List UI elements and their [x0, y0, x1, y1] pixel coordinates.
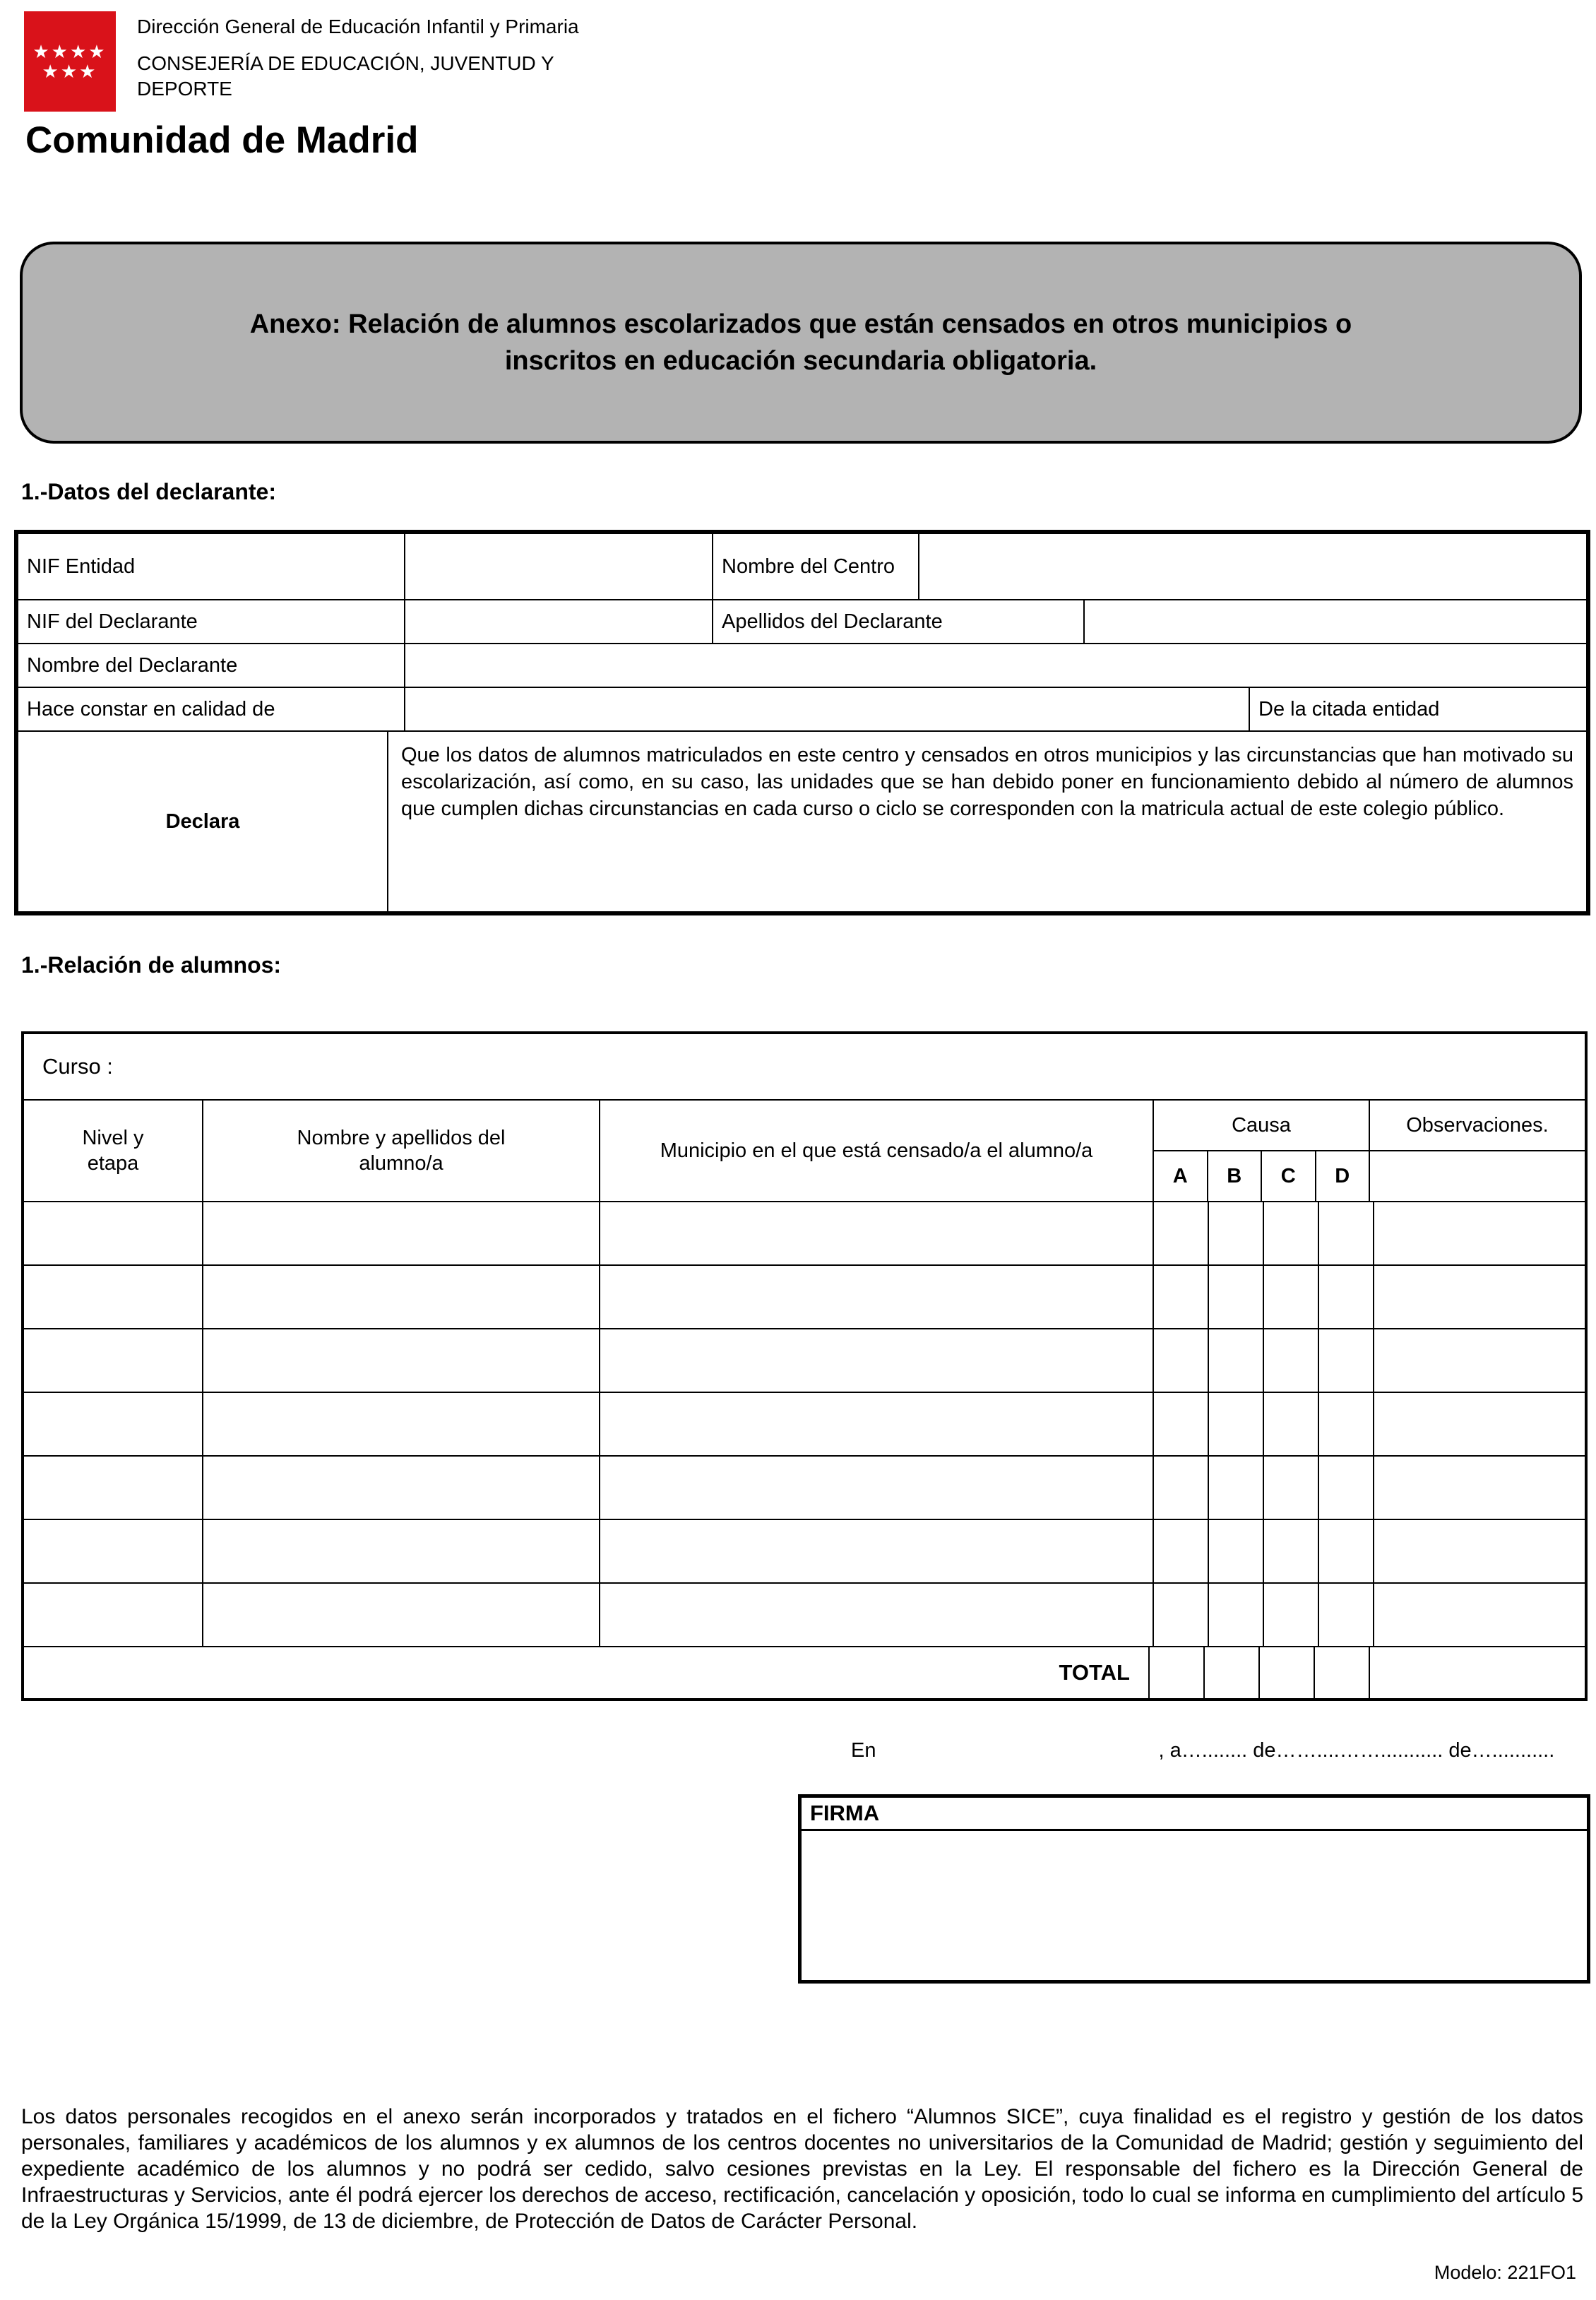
section-declarante-heading: 1.-Datos del declarante:: [21, 479, 276, 504]
causa-a-cell[interactable]: [1154, 1457, 1209, 1519]
causa-b-cell[interactable]: [1209, 1393, 1264, 1455]
col-header-causa: Causa: [1154, 1101, 1369, 1151]
alumno-row: [24, 1329, 1585, 1393]
nif-declarante-label: [18, 600, 405, 643]
nombre-cell[interactable]: [203, 1329, 600, 1392]
brand-title: Comunidad de Madrid: [25, 119, 419, 161]
causa-subheader-row: [1154, 1151, 1369, 1201]
observaciones-cell[interactable]: [1374, 1393, 1585, 1455]
nombre-cell[interactable]: [203, 1266, 600, 1328]
municipio-cell[interactable]: [600, 1393, 1154, 1455]
total-causa-d-cell[interactable]: [1315, 1647, 1370, 1698]
causa-d-cell[interactable]: [1319, 1202, 1374, 1264]
causa-b-cell[interactable]: [1209, 1266, 1264, 1328]
nif-entidad-field[interactable]: [405, 534, 713, 599]
causa-a-cell[interactable]: [1154, 1266, 1209, 1328]
nivel-cell[interactable]: [24, 1584, 203, 1646]
causa-b-cell[interactable]: [1209, 1457, 1264, 1519]
date-en-label: En: [851, 1739, 876, 1762]
signature-area[interactable]: [802, 1831, 1587, 1980]
nombre-cell[interactable]: [203, 1584, 600, 1646]
causa-c-cell[interactable]: [1264, 1202, 1319, 1264]
alumnos-table: [21, 1031, 1588, 1701]
anexo-title-box: [20, 242, 1582, 444]
municipio-cell[interactable]: [600, 1202, 1154, 1264]
total-causa-a-cell[interactable]: [1150, 1647, 1205, 1698]
alumno-row: [24, 1457, 1585, 1520]
declara-label-text: Declara: [165, 810, 240, 833]
row-nif-declarante: [18, 600, 1586, 644]
causa-c-cell[interactable]: [1264, 1329, 1319, 1392]
org-line-direccion: Dirección General de Educación Infantil y Primaria: [137, 16, 579, 37]
causa-b-cell[interactable]: [1209, 1329, 1264, 1392]
causa-c-cell[interactable]: [1264, 1457, 1319, 1519]
nombre-centro-label: [713, 534, 919, 599]
causa-b-cell[interactable]: [1209, 1520, 1264, 1582]
curso-row: [24, 1034, 1585, 1101]
col-header-nombre-text: Nombre y apellidos del alumno/a: [297, 1127, 506, 1175]
apellidos-declarante-label: [713, 600, 1085, 643]
alumno-row: [24, 1393, 1585, 1457]
causa-c-cell[interactable]: [1264, 1520, 1319, 1582]
total-label: TOTAL: [24, 1647, 1150, 1698]
section-alumnos-heading: 1.-Relación de alumnos:: [21, 952, 282, 978]
col-header-observaciones-group: [1370, 1101, 1585, 1201]
anexo-title-text: Anexo: Relación de alumnos escolarizados que están censados en otros municipios o inscritos en educación secundaria obligatoria.: [249, 309, 1352, 376]
alumno-row: [24, 1266, 1585, 1329]
flag-stars-row1: ★★★★: [32, 41, 107, 62]
col-header-observaciones: Observaciones.: [1370, 1101, 1585, 1151]
col-header-causa-group: [1154, 1101, 1370, 1201]
observaciones-cell[interactable]: [1374, 1520, 1585, 1582]
municipio-cell[interactable]: [600, 1520, 1154, 1582]
causa-d-cell[interactable]: [1319, 1520, 1374, 1582]
causa-b-cell[interactable]: [1209, 1202, 1264, 1264]
curso-field[interactable]: [113, 1034, 1585, 1099]
row-hace-constar: [18, 688, 1586, 732]
modelo-code: Modelo: 221FO1: [1434, 2262, 1576, 2283]
firma-label: FIRMA: [802, 1798, 1587, 1831]
col-header-nivel-text: Nivel y etapa: [82, 1127, 144, 1175]
causa-a-cell[interactable]: [1154, 1202, 1209, 1264]
causa-d-cell[interactable]: [1319, 1457, 1374, 1519]
causa-a-cell[interactable]: [1154, 1520, 1209, 1582]
alumno-row: [24, 1202, 1585, 1266]
causa-a-cell[interactable]: [1154, 1329, 1209, 1392]
col-header-nivel: [24, 1101, 203, 1201]
municipio-cell[interactable]: [600, 1266, 1154, 1328]
col-header-municipio: [600, 1101, 1154, 1201]
col-header-causa-a: A: [1154, 1151, 1208, 1201]
causa-c-cell[interactable]: [1264, 1266, 1319, 1328]
municipio-cell[interactable]: [600, 1329, 1154, 1392]
hace-constar-label: [18, 688, 405, 730]
causa-a-cell[interactable]: [1154, 1393, 1209, 1455]
citada-entidad-label-text: De la citada entidad: [1258, 697, 1440, 721]
causa-c-cell[interactable]: [1264, 1584, 1319, 1646]
observaciones-cell[interactable]: [1374, 1457, 1585, 1519]
curso-label: Curso :: [42, 1054, 113, 1079]
nombre-declarante-label: [18, 644, 405, 687]
nombre-cell[interactable]: [203, 1520, 600, 1582]
row-nif-entidad: [18, 534, 1586, 600]
total-causa-c-cell[interactable]: [1260, 1647, 1315, 1698]
nif-entidad-label: [18, 534, 405, 599]
municipio-cell[interactable]: [600, 1457, 1154, 1519]
declara-label: [18, 732, 388, 911]
apellidos-declarante-field[interactable]: [1085, 600, 1586, 643]
nombre-centro-label-text: Nombre del Centro: [722, 555, 895, 578]
alumnos-table-header: [24, 1101, 1585, 1202]
causa-d-cell[interactable]: [1319, 1329, 1374, 1392]
total-row: [24, 1647, 1585, 1698]
nombre-cell[interactable]: [203, 1393, 600, 1455]
municipio-cell[interactable]: [600, 1584, 1154, 1646]
declara-statement: Que los datos de alumnos matriculados en este centro y censados en otros municipios y las circunstancias que han motivado su escolarización, así como, en su caso, las unidades que se han debido poner en funcionamiento debido al número de alumnos que cumplen dichas circunstancias en cada curso o ciclo se corresponden con la matricula actual de este colegio público.: [401, 744, 1573, 820]
observaciones-cell[interactable]: [1374, 1584, 1585, 1646]
nif-entidad-label-text: NIF Entidad: [27, 555, 136, 578]
firma-box: [798, 1794, 1590, 1984]
causa-d-cell[interactable]: [1319, 1584, 1374, 1646]
alumno-row: [24, 1584, 1585, 1647]
nivel-cell[interactable]: [24, 1202, 203, 1264]
total-observaciones-cell[interactable]: [1370, 1647, 1585, 1698]
legal-notice: Los datos personales recogidos en el anexo serán incorporados y tratados en el fichero “Alumnos SICE”, cuya finalidad es el registro y gestión de los datos personales, familiares y académicos de los alumnos y ex alumnos de los centros docentes no universitarios de la Comunidad de Madrid; gestión y seguimiento del expediente académico de los alumnos y no podrá ser cedido, salvo cesiones previstas en la Ley. El responsable del fichero es la Dirección General de Infraestructuras y Servicios, ante él podrá ejercer los derechos de acceso, rectificación, cancelación y oposición, todo lo cual se informa en cumplimiento del artículo 5 de la Ley Orgánica 15/1999, de 13 de diciembre, de Protección de Datos de Carácter Personal.: [21, 2105, 1583, 2233]
col-header-nombre: [203, 1101, 600, 1201]
nif-declarante-field[interactable]: [405, 600, 713, 643]
nivel-cell[interactable]: [24, 1393, 203, 1455]
nombre-declarante-label-text: Nombre del Declarante: [27, 653, 238, 677]
flag-stars-row2: ★★★: [42, 61, 98, 82]
nivel-cell[interactable]: [24, 1457, 203, 1519]
observaciones-cell[interactable]: [1374, 1329, 1585, 1392]
row-nombre-declarante: [18, 644, 1586, 688]
nombre-centro-field[interactable]: [919, 534, 1586, 599]
declarante-table: [14, 530, 1590, 915]
causa-c-cell[interactable]: [1264, 1393, 1319, 1455]
col-header-causa-c: C: [1262, 1151, 1316, 1201]
observaciones-cell[interactable]: [1374, 1202, 1585, 1264]
causa-d-cell[interactable]: [1319, 1393, 1374, 1455]
observaciones-cell[interactable]: [1374, 1266, 1585, 1328]
observaciones-header-empty: [1370, 1151, 1585, 1201]
hace-constar-label-text: Hace constar en calidad de: [27, 697, 275, 721]
alumno-row: [24, 1520, 1585, 1584]
col-header-municipio-text: Municipio en el que está censado/a el alumno/a: [660, 1139, 1093, 1162]
causa-b-cell[interactable]: [1209, 1584, 1264, 1646]
date-line: [851, 1739, 1554, 1762]
date-dotted-text: , a…........ de……....……........... de…...........: [1158, 1739, 1555, 1762]
nivel-cell[interactable]: [24, 1329, 203, 1392]
nivel-cell[interactable]: [24, 1266, 203, 1328]
nombre-cell[interactable]: [203, 1202, 600, 1264]
apellidos-declarante-label-text: Apellidos del Declarante: [722, 610, 943, 633]
causa-d-cell[interactable]: [1319, 1266, 1374, 1328]
total-causa-b-cell[interactable]: [1205, 1647, 1260, 1698]
nif-declarante-label-text: NIF del Declarante: [27, 610, 198, 633]
nombre-cell[interactable]: [203, 1457, 600, 1519]
comunidad-madrid-flag-icon: [24, 11, 116, 112]
citada-entidad-label: [1250, 688, 1586, 730]
nombre-declarante-field[interactable]: [405, 644, 1586, 687]
org-line-consejeria: CONSEJERÍA DE EDUCACIÓN, JUVENTUD Y DEPORTE: [137, 52, 554, 100]
row-declara: [18, 732, 1586, 911]
nivel-cell[interactable]: [24, 1520, 203, 1582]
col-header-causa-b: B: [1208, 1151, 1263, 1201]
causa-a-cell[interactable]: [1154, 1584, 1209, 1646]
hace-constar-field[interactable]: [405, 688, 1250, 730]
col-header-causa-d: D: [1335, 1164, 1350, 1187]
